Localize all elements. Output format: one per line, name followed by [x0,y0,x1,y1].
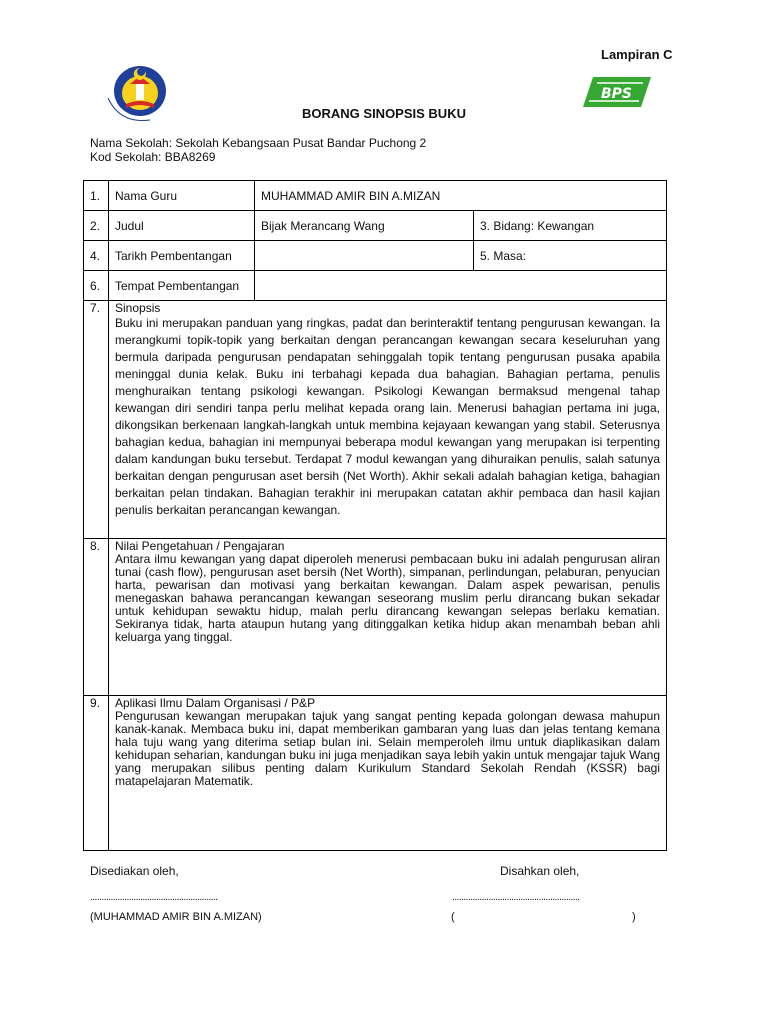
synopsis-label: Sinopsis [115,301,161,315]
presentation-date-value[interactable] [255,241,474,271]
book-title-label: Judul [109,211,255,241]
preparer-name: (MUHAMMAD AMIR BIN A.MIZAN) [90,911,262,923]
row-title [84,211,667,241]
appendix-label: Lampiran C [601,47,673,62]
prepared-by-label: Disediakan oleh, [90,864,179,878]
application-text: Pengurusan kewangan merupakan tajuk yang sangat penting kepada golongan dewasa mahupun kanak-kanak. Membaca buku ini, dapat memberikan gambaran yang luas dan jelas tentang kemana hala tuju wang yang diterima setiap bulan ini. Selain memperoleh ilmu untuk diaplikasikan dalam kehidupan seharian, kandungan buku ini juga menjadikan saya lebih yakin untuk mengajar tajuk Wang yang merupakan silibus penting dalam Kurikulum Standard Sekolah Rendah (KSSR) bagi matapelajaran Matematik. [115,709,660,788]
row-number: 1. [84,181,109,211]
row-application [84,696,667,851]
synopsis-form-table [83,180,667,851]
teacher-name-value[interactable]: MUHAMMAD AMIR BIN A.MIZAN [255,181,667,211]
school-code: Kod Sekolah: BBA8269 [90,150,216,164]
synopsis-text: Buku ini merupakan panduan yang ringkas, padat dan berinteraktif tentang pengurusan kewangan. Ia merangkumi topik-topik yang berkaitan dengan perancangan kewangan secara keseluruhan yang bermula daripada pengurusan pendapatan sehinggalah topik tentang pengurusan pusaka apabila meninggal dunia kelak. Buku ini terbahagi kepada dua bahagian. Bahagian pertama, penulis menghuraikan tentang psikologi kewangan. Psikologi Kewangan bermaksud mengenal tahap kewangan diri sendiri tanpa perlu melihat kepada orang lain. Menerusi bahagian pertama ini juga, dikongsikan berkenaan langkah-langkah untuk membina kejayaan kewangan yang stabil. Seterusnya bahagian kedua, bahagian ini mempunyai beberapa modul kewangan yang merupakan isi terpenting dalam kandungan buku tersebut. Terdapat 7 modul kewangan yang dihuraikan penulis, salah satunya berkaitan dengan pengurusan aset bersih (Net Worth). Akhir sekali adalah bahagian ketiga, bahagian berkaitan pelan tindakan. Bahagian terakhir ini merupakan catatan akhir pembaca dan hasil kajian penulis berkaitan perancangan kewangan. [115,316,660,517]
application-cell[interactable] [109,696,667,851]
row-presentation-date [84,241,667,271]
approver-name-open: ( [451,911,455,923]
signature-line-approver[interactable]: ........................................................ [452,892,580,903]
knowledge-value-cell[interactable] [109,539,667,696]
signature-line-preparer[interactable]: ........................................................ [90,892,218,903]
application-label: Aplikasi Ilmu Dalam Organisasi / P&P [115,696,316,710]
presentation-venue-label: Tempat Pembentangan [109,271,255,301]
approved-by-label: Disahkan oleh, [500,864,580,878]
presentation-time[interactable]: 5. Masa: [474,241,667,271]
field-area[interactable]: 3. Bidang: Kewangan [474,211,667,241]
row-number: 6. [84,271,109,301]
row-number: 4. [84,241,109,271]
row-teacher-name [84,181,667,211]
presentation-venue-value[interactable] [255,271,667,301]
knowledge-value-label: Nilai Pengetahuan / Pengajaran [115,539,285,553]
row-number: 9. [84,696,109,851]
teacher-name-label: Nama Guru [109,181,255,211]
row-synopsis [84,301,667,539]
synopsis-cell[interactable] [109,301,667,539]
row-number: 2. [84,211,109,241]
presentation-date-label: Tarikh Pembentangan [109,241,255,271]
svg-text:BPS: BPS [601,86,633,102]
approver-name-close: ) [632,911,636,923]
row-number: 8. [84,539,109,696]
school-name: Nama Sekolah: Sekolah Kebangsaan Pusat Bandar Puchong 2 [90,136,427,150]
form-title: BORANG SINOPSIS BUKU [302,106,466,121]
row-knowledge-value [84,539,667,696]
book-title-value[interactable]: Bijak Merancang Wang [255,211,474,241]
row-number: 7. [84,301,109,539]
knowledge-value-text: Antara ilmu kewangan yang dapat diperoleh menerusi pembacaan buku ini adalah pengurusan aliran tunai (cash flow), pengurusan aset bersih (Net Worth), simpanan, perlindungan, pelaburan, penyucian harta, pewarisan dan motivasi yang berkaitan kewangan. Dalam aspek pewarisan, penulis menegaskan bahawa perancangan kewangan seseorang muslim perlu dirancang bukan sekadar untuk kehidupan sewaktu hidup, malah perlu dirancang kewangan selepas berlaku kematian. Sekiranya tidak, harta ataupun hutang yang ditinggalkan ketika hidup akan menambah beban ahli keluarga yang tinggal. [115,552,660,644]
row-presentation-venue [84,271,667,301]
